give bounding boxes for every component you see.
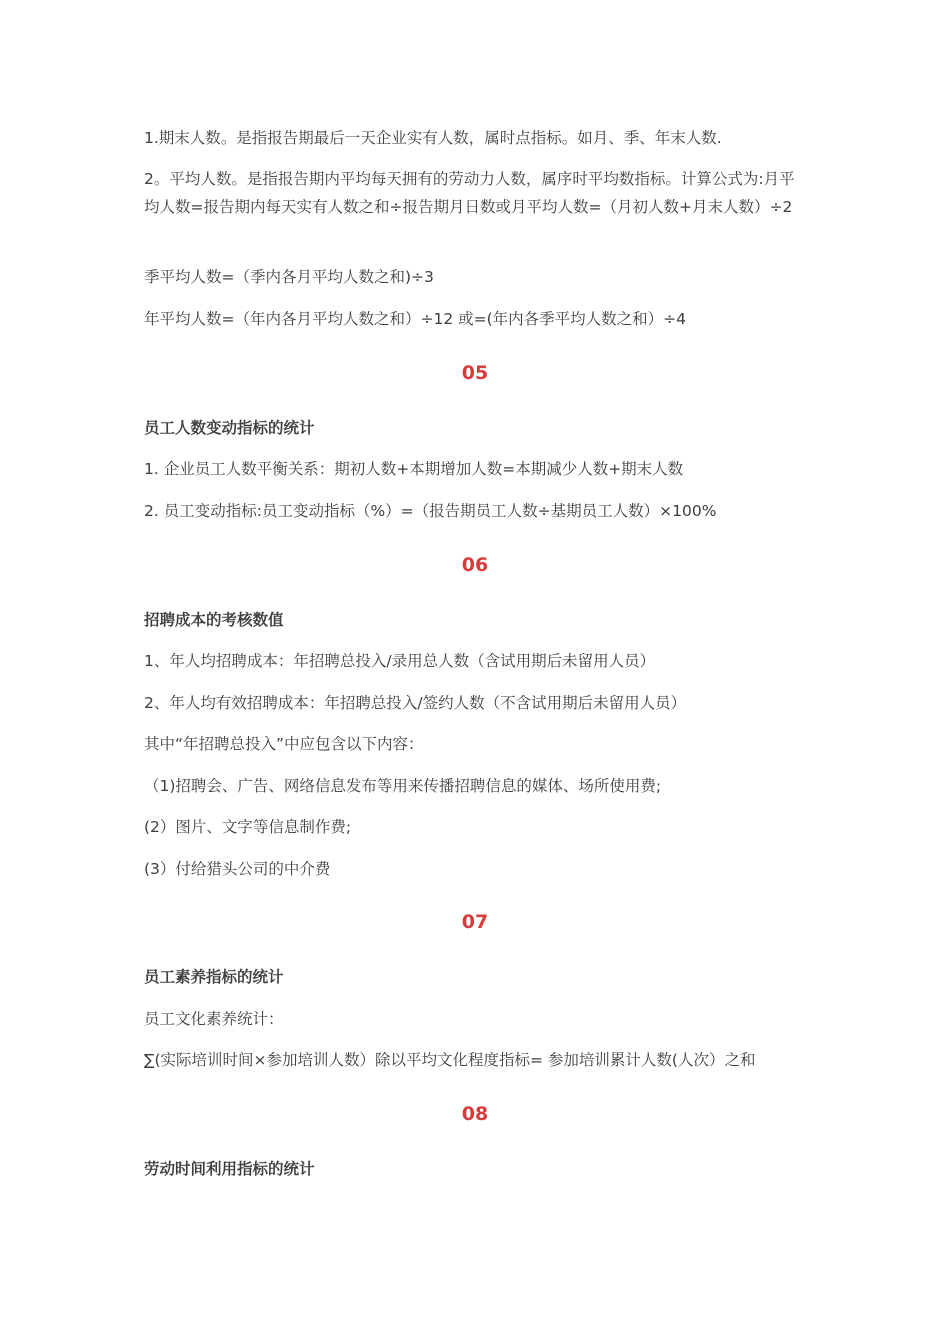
paragraph: 1. 企业员工人数平衡关系：期初人数+本期增加人数=本期减少人数+期末人数 <box>144 460 684 478</box>
paragraph: 季平均人数=（季内各月平均人数之和)÷3 <box>144 268 434 286</box>
section-heading: 招聘成本的考核数值 <box>144 611 284 629</box>
paragraph: 1、年人均招聘成本：年招聘总投入/录用总人数（含试用期后未留用人员） <box>144 652 656 670</box>
section-number: 07 <box>461 911 489 933</box>
section-number: 08 <box>461 1103 489 1125</box>
paragraph: (2）图片、文字等信息制作费; <box>144 818 352 836</box>
paragraph: 1.期末人数。是指报告期最后一天企业实有人数，属时点指标。如月、季、年末人数. <box>144 129 722 147</box>
paragraph: 2、年人均有效招聘成本：年招聘总投入/签约人数（不含试用期后未留用人员） <box>144 694 687 712</box>
paragraph: 2。平均人数。是指报告期内平均每天拥有的劳动力人数，属序时平均数指标。计算公式为:月平均人数=报告期内每天实有人数之和÷报告期月日数或月平均人数=（月初人数+月末人数）÷2 <box>144 170 795 216</box>
section-number: 05 <box>461 362 489 384</box>
section-heading: 员工人数变动指标的统计 <box>144 419 315 437</box>
section-heading: 劳动时间利用指标的统计 <box>144 1160 315 1178</box>
paragraph: 员工文化素养统计： <box>144 1010 284 1028</box>
paragraph: （1)招聘会、广告、网络信息发布等用来传播招聘信息的媒体、场所使用费; <box>144 777 662 795</box>
paragraph: (3）付给猎头公司的中介费 <box>144 860 331 878</box>
paragraph: ∑(实际培训时间×参加培训人数）除以平均文化程度指标= 参加培训累计人数(人次）之和 <box>144 1051 756 1069</box>
section-heading: 员工素养指标的统计 <box>144 968 284 986</box>
section-number: 06 <box>461 554 489 576</box>
paragraph: 年平均人数=（年内各月平均人数之和）÷12 或=(年内各季平均人数之和）÷4 <box>144 310 687 328</box>
paragraph: 其中“年招聘总投入”中应包含以下内容： <box>144 735 424 753</box>
paragraph: 2. 员工变动指标:员工变动指标（%）=（报告期员工人数÷基期员工人数）×100% <box>144 502 717 520</box>
